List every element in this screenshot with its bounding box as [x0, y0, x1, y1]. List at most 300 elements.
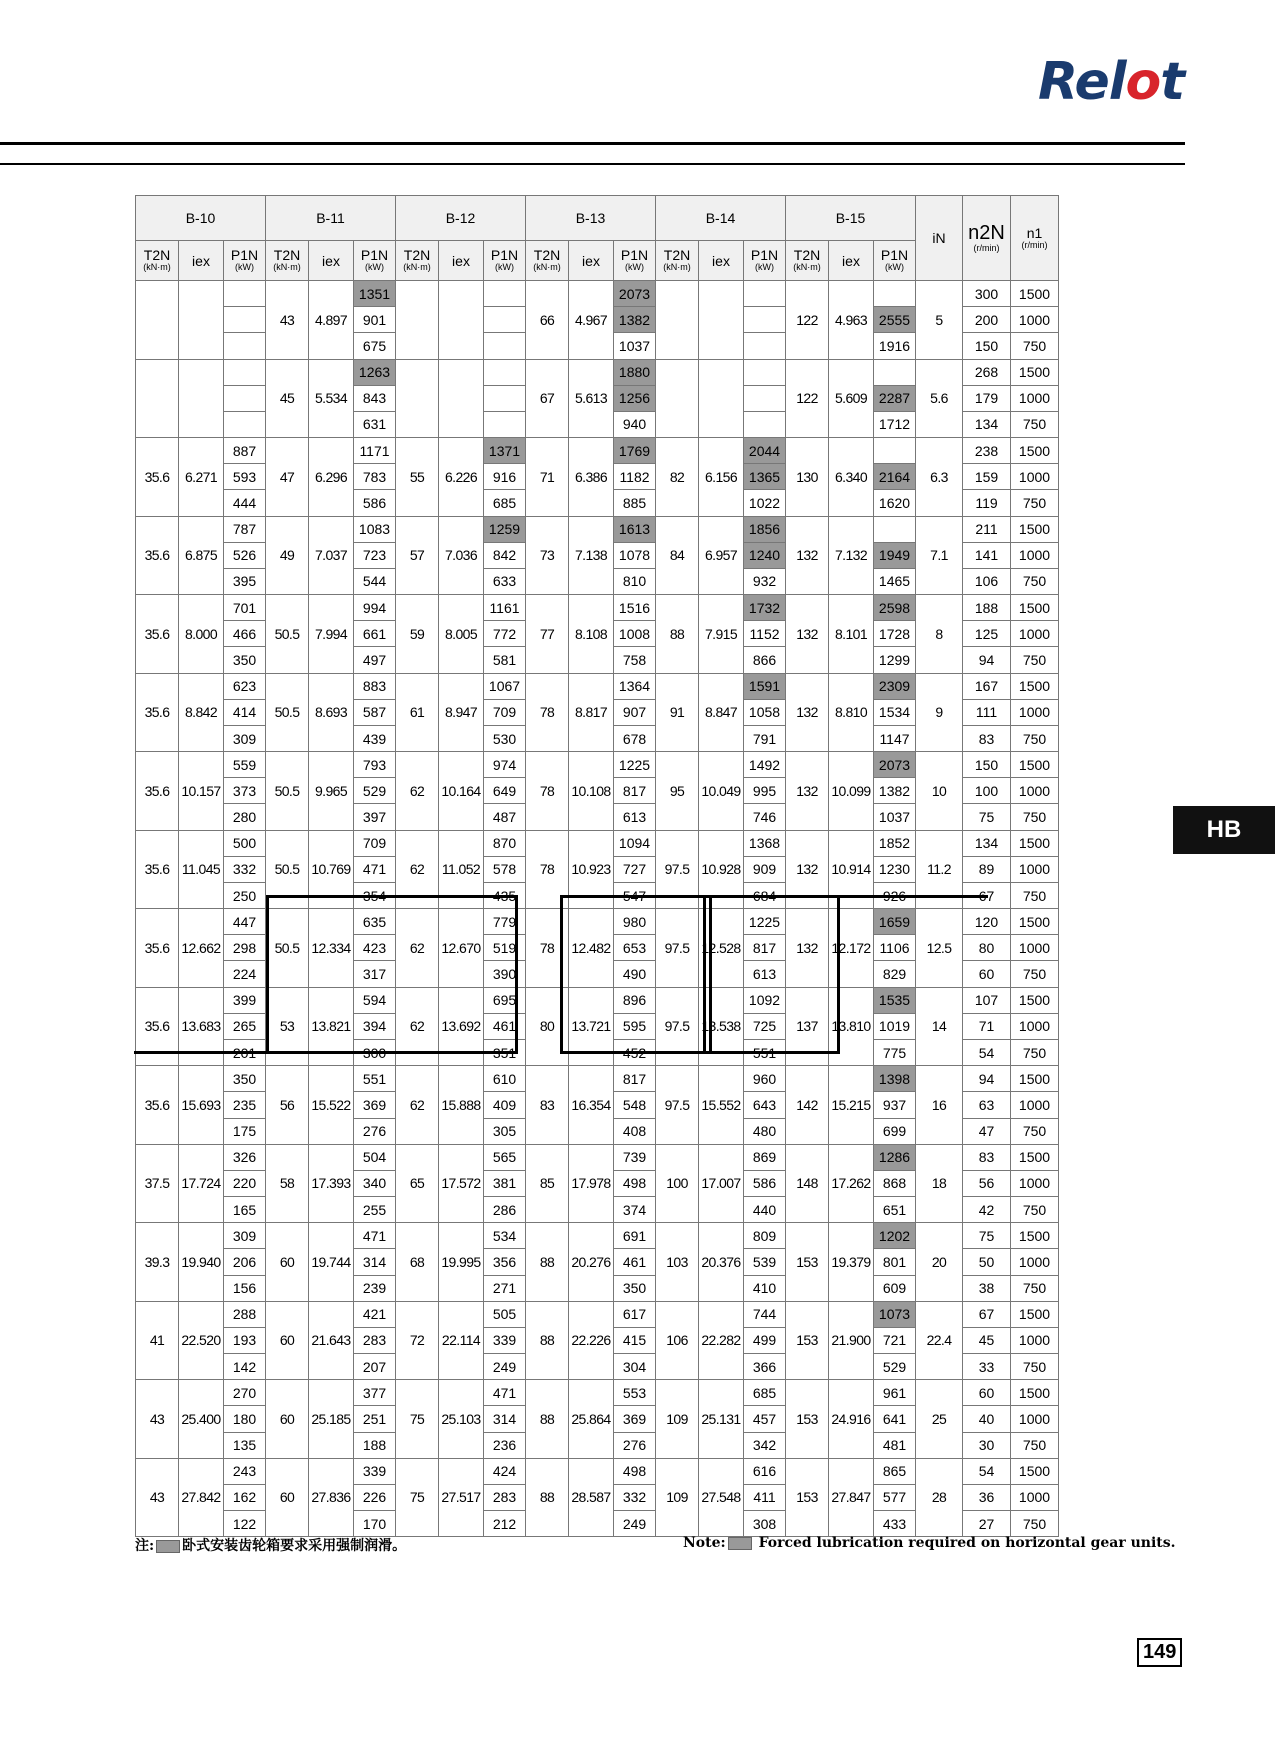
cell-iex: 7.132	[829, 516, 874, 595]
cell-p1n: 505	[484, 1301, 526, 1327]
cell-n1: 750	[1011, 725, 1059, 751]
cell-p1n: 471	[354, 856, 396, 882]
cell-p1n: 866	[744, 647, 786, 673]
cell-p1n: 326	[224, 1144, 266, 1170]
cell-p1n: 739	[614, 1144, 656, 1170]
cell-n1: 750	[1011, 647, 1059, 673]
cell-p1n	[874, 359, 916, 385]
cell-in: 16	[916, 1066, 963, 1145]
cell-p1n: 2164	[874, 464, 916, 490]
cell-iex: 6.340	[829, 438, 874, 517]
cell-p1n: 226	[354, 1484, 396, 1510]
cell-p1n: 1364	[614, 673, 656, 699]
cell-n2n: 238	[963, 438, 1011, 464]
cell-p1n: 207	[354, 1354, 396, 1380]
cell-p1n: 865	[874, 1458, 916, 1484]
header-p1n: P1N (kW)	[484, 241, 526, 281]
cell-p1n: 594	[354, 987, 396, 1013]
table-row	[136, 830, 1059, 856]
cell-t2n: 62	[396, 830, 439, 909]
cell-n1: 1500	[1011, 1066, 1059, 1092]
header-n1: n1 (r/min)	[1011, 196, 1059, 281]
cell-p1n: 526	[224, 542, 266, 568]
cell-p1n: 896	[614, 987, 656, 1013]
cell-iex: 22.282	[699, 1301, 744, 1380]
cell-p1n	[744, 281, 786, 307]
cell-iex: 27.548	[699, 1458, 744, 1537]
cell-p1n: 435	[484, 882, 526, 908]
cell-n1: 1500	[1011, 673, 1059, 699]
group-header-b-12: B-12	[396, 196, 526, 241]
cell-t2n: 84	[656, 516, 699, 595]
cell-p1n: 314	[354, 1249, 396, 1275]
cell-iex: 10.157	[179, 752, 224, 831]
cell-t2n: 83	[526, 1066, 569, 1145]
cell-p1n: 885	[614, 490, 656, 516]
header-iex: iex	[309, 241, 354, 281]
cell-n1: 1000	[1011, 935, 1059, 961]
cell-n2n: 75	[963, 1223, 1011, 1249]
cell-iex: 10.099	[829, 752, 874, 831]
cell-p1n: 1230	[874, 856, 916, 882]
cell-n2n: 150	[963, 752, 1011, 778]
cell-iex	[439, 359, 484, 438]
cell-p1n: 623	[224, 673, 266, 699]
cell-iex: 17.007	[699, 1144, 744, 1223]
header-iex: iex	[439, 241, 484, 281]
cell-iex: 8.005	[439, 595, 484, 674]
cell-p1n: 817	[744, 935, 786, 961]
cell-n2n: 67	[963, 1301, 1011, 1327]
cell-p1n: 466	[224, 621, 266, 647]
cell-iex	[179, 281, 224, 360]
cell-p1n: 675	[354, 333, 396, 359]
table-row	[136, 595, 1059, 621]
cell-p1n: 288	[224, 1301, 266, 1327]
cell-n2n: 106	[963, 568, 1011, 594]
cell-p1n: 390	[484, 961, 526, 987]
cell-iex: 4.963	[829, 281, 874, 360]
cell-p1n: 661	[354, 621, 396, 647]
cell-p1n: 631	[354, 411, 396, 437]
cell-n2n: 167	[963, 673, 1011, 699]
cell-p1n: 1880	[614, 359, 656, 385]
cell-t2n: 35.6	[136, 516, 179, 595]
cell-p1n: 395	[224, 568, 266, 594]
cell-n1: 1500	[1011, 1458, 1059, 1484]
cell-iex: 12.482	[569, 909, 614, 988]
cell-iex: 19.744	[309, 1223, 354, 1302]
cell-p1n: 265	[224, 1013, 266, 1039]
cell-iex: 6.271	[179, 438, 224, 517]
cell-p1n: 2555	[874, 307, 916, 333]
cell-n1: 750	[1011, 1432, 1059, 1458]
cell-iex: 22.114	[439, 1301, 484, 1380]
header-p1n: P1N (kW)	[874, 241, 916, 281]
cell-t2n: 132	[786, 516, 829, 595]
cell-p1n: 350	[614, 1275, 656, 1301]
cell-t2n: 130	[786, 438, 829, 517]
cell-p1n: 339	[484, 1327, 526, 1353]
cell-p1n: 909	[744, 856, 786, 882]
cell-n1: 1000	[1011, 1484, 1059, 1510]
cell-p1n: 940	[614, 411, 656, 437]
cell-p1n	[874, 516, 916, 542]
table-row	[136, 673, 1059, 699]
cell-p1n: 539	[744, 1249, 786, 1275]
cell-n1: 1500	[1011, 830, 1059, 856]
cell-iex: 27.842	[179, 1458, 224, 1537]
cell-p1n: 271	[484, 1275, 526, 1301]
cell-p1n: 424	[484, 1458, 526, 1484]
cell-iex: 25.185	[309, 1380, 354, 1459]
cell-n2n: 89	[963, 856, 1011, 882]
cell-t2n: 35.6	[136, 1066, 179, 1145]
cell-t2n: 153	[786, 1380, 829, 1459]
cell-p1n	[224, 385, 266, 411]
cell-p1n: 643	[744, 1092, 786, 1118]
cell-iex: 8.000	[179, 595, 224, 674]
cell-p1n: 553	[614, 1380, 656, 1406]
cell-p1n: 817	[614, 778, 656, 804]
cell-iex: 5.534	[309, 359, 354, 438]
cell-iex: 17.978	[569, 1144, 614, 1223]
cell-n2n: 42	[963, 1197, 1011, 1223]
cell-p1n: 340	[354, 1170, 396, 1196]
cell-p1n: 399	[224, 987, 266, 1013]
cell-n2n: 38	[963, 1275, 1011, 1301]
cell-p1n: 255	[354, 1197, 396, 1223]
cell-t2n: 39.3	[136, 1223, 179, 1302]
cell-p1n	[874, 438, 916, 464]
cell-n2n: 27	[963, 1511, 1011, 1537]
cell-p1n: 791	[744, 725, 786, 751]
cell-n2n: 83	[963, 1144, 1011, 1170]
cell-n2n: 134	[963, 830, 1011, 856]
cell-p1n: 332	[614, 1484, 656, 1510]
header-iex: iex	[829, 241, 874, 281]
cell-in: 20	[916, 1223, 963, 1302]
cell-t2n: 153	[786, 1223, 829, 1302]
cell-p1n: 212	[484, 1511, 526, 1537]
cell-p1n: 1263	[354, 359, 396, 385]
cell-t2n: 50.5	[266, 595, 309, 674]
cell-t2n	[656, 281, 699, 360]
cell-iex: 17.262	[829, 1144, 874, 1223]
cell-p1n: 308	[744, 1511, 786, 1537]
cell-p1n: 649	[484, 778, 526, 804]
cell-p1n: 444	[224, 490, 266, 516]
cell-p1n: 974	[484, 752, 526, 778]
cell-p1n: 2044	[744, 438, 786, 464]
cell-p1n: 994	[354, 595, 396, 621]
cell-t2n: 78	[526, 830, 569, 909]
cell-in: 5	[916, 281, 963, 360]
cell-p1n: 440	[744, 1197, 786, 1223]
cell-p1n	[484, 307, 526, 333]
cell-n1: 1000	[1011, 385, 1059, 411]
cell-p1n: 783	[354, 464, 396, 490]
cell-p1n: 235	[224, 1092, 266, 1118]
cell-p1n: 779	[484, 909, 526, 935]
cell-p1n: 461	[614, 1249, 656, 1275]
note-english: Note: Forced lubrication required on horizontal gear units.	[683, 1535, 1176, 1551]
cell-in: 11.2	[916, 830, 963, 909]
cell-iex: 19.995	[439, 1223, 484, 1302]
cell-p1n: 1037	[614, 333, 656, 359]
cell-t2n: 55	[396, 438, 439, 517]
cell-t2n: 78	[526, 909, 569, 988]
cell-iex	[439, 281, 484, 360]
cell-p1n: 206	[224, 1249, 266, 1275]
cell-p1n	[744, 411, 786, 437]
cell-t2n: 153	[786, 1301, 829, 1380]
cell-p1n: 1852	[874, 830, 916, 856]
cell-p1n: 684	[744, 882, 786, 908]
cell-t2n: 41	[136, 1301, 179, 1380]
cell-p1n: 276	[354, 1118, 396, 1144]
cell-iex: 20.376	[699, 1223, 744, 1302]
cell-p1n: 314	[484, 1406, 526, 1432]
cell-t2n: 66	[526, 281, 569, 360]
cell-p1n: 180	[224, 1406, 266, 1432]
table-row	[136, 1458, 1059, 1484]
cell-p1n: 1492	[744, 752, 786, 778]
cell-iex: 13.821	[309, 987, 354, 1066]
cell-p1n: 723	[354, 542, 396, 568]
cell-p1n: 439	[354, 725, 396, 751]
cell-iex: 17.572	[439, 1144, 484, 1223]
cell-iex: 20.276	[569, 1223, 614, 1302]
header-t2n: T2N (kN·m)	[266, 241, 309, 281]
cell-p1n: 498	[614, 1170, 656, 1196]
cell-p1n: 772	[484, 621, 526, 647]
cell-p1n: 1022	[744, 490, 786, 516]
header-iex: iex	[179, 241, 224, 281]
cell-p1n: 801	[874, 1249, 916, 1275]
cell-p1n: 1067	[484, 673, 526, 699]
cell-in: 7.1	[916, 516, 963, 595]
cell-p1n: 410	[744, 1275, 786, 1301]
cell-n2n: 50	[963, 1249, 1011, 1275]
cell-iex: 10.914	[829, 830, 874, 909]
cell-p1n: 1365	[744, 464, 786, 490]
cell-iex: 8.810	[829, 673, 874, 752]
cell-iex: 17.724	[179, 1144, 224, 1223]
cell-iex: 10.769	[309, 830, 354, 909]
cell-p1n: 961	[874, 1380, 916, 1406]
cell-p1n	[484, 411, 526, 437]
cell-t2n: 67	[526, 359, 569, 438]
cell-p1n: 1202	[874, 1223, 916, 1249]
cell-p1n: 500	[224, 830, 266, 856]
cell-p1n: 744	[744, 1301, 786, 1327]
cell-p1n: 635	[354, 909, 396, 935]
cell-in: 10	[916, 752, 963, 831]
cell-p1n: 1256	[614, 385, 656, 411]
cell-p1n: 1620	[874, 490, 916, 516]
cell-p1n	[744, 359, 786, 385]
cell-p1n: 691	[614, 1223, 656, 1249]
cell-iex: 10.928	[699, 830, 744, 909]
section-tab[interactable]: HB	[1173, 806, 1275, 854]
cell-p1n: 300	[354, 1039, 396, 1065]
cell-n1: 750	[1011, 490, 1059, 516]
cell-iex	[179, 359, 224, 438]
cell-p1n: 250	[224, 882, 266, 908]
cell-n2n: 54	[963, 1039, 1011, 1065]
cell-n2n: 63	[963, 1092, 1011, 1118]
cell-iex: 8.817	[569, 673, 614, 752]
cell-n2n: 100	[963, 778, 1011, 804]
cell-p1n: 534	[484, 1223, 526, 1249]
cell-t2n: 132	[786, 830, 829, 909]
cell-n2n: 71	[963, 1013, 1011, 1039]
cell-p1n: 787	[224, 516, 266, 542]
cell-p1n: 926	[874, 882, 916, 908]
cell-t2n: 109	[656, 1458, 699, 1537]
cell-n2n: 33	[963, 1354, 1011, 1380]
cell-p1n: 193	[224, 1327, 266, 1353]
header-in: iN	[916, 196, 963, 281]
cell-p1n: 350	[224, 647, 266, 673]
cell-t2n: 97.5	[656, 987, 699, 1066]
cell-n1: 1500	[1011, 1380, 1059, 1406]
cell-t2n: 62	[396, 1066, 439, 1145]
cell-n1: 750	[1011, 1511, 1059, 1537]
cell-n2n: 211	[963, 516, 1011, 542]
page-number: 149	[1137, 1638, 1182, 1667]
cell-t2n: 45	[266, 359, 309, 438]
cell-iex: 10.164	[439, 752, 484, 831]
cell-t2n: 73	[526, 516, 569, 595]
cell-p1n: 354	[354, 882, 396, 908]
cell-iex: 4.967	[569, 281, 614, 360]
cell-iex: 22.226	[569, 1301, 614, 1380]
cell-iex: 12.670	[439, 909, 484, 988]
cell-iex: 12.528	[699, 909, 744, 988]
cell-t2n: 148	[786, 1144, 829, 1223]
cell-p1n: 1037	[874, 804, 916, 830]
cell-p1n: 868	[874, 1170, 916, 1196]
cell-p1n: 616	[744, 1458, 786, 1484]
cell-iex: 5.609	[829, 359, 874, 438]
cell-p1n	[224, 411, 266, 437]
cell-iex: 8.108	[569, 595, 614, 674]
cell-p1n: 633	[484, 568, 526, 594]
cell-p1n: 529	[354, 778, 396, 804]
cell-iex: 5.613	[569, 359, 614, 438]
cell-p1n: 678	[614, 725, 656, 751]
cell-p1n: 122	[224, 1511, 266, 1537]
cell-iex: 15.522	[309, 1066, 354, 1145]
cell-p1n: 243	[224, 1458, 266, 1484]
cell-iex: 13.810	[829, 987, 874, 1066]
cell-p1n: 1728	[874, 621, 916, 647]
cell-p1n: 1286	[874, 1144, 916, 1170]
cell-p1n: 1225	[744, 909, 786, 935]
gear-spec-table	[135, 195, 1059, 1537]
cell-iex: 22.520	[179, 1301, 224, 1380]
cell-n1: 1000	[1011, 1249, 1059, 1275]
cell-p1n	[744, 385, 786, 411]
cell-p1n: 1182	[614, 464, 656, 490]
cell-p1n: 727	[614, 856, 656, 882]
cell-p1n: 578	[484, 856, 526, 882]
cell-p1n: 577	[874, 1484, 916, 1510]
cell-p1n: 280	[224, 804, 266, 830]
cell-p1n: 411	[744, 1484, 786, 1510]
cell-p1n: 236	[484, 1432, 526, 1458]
cell-p1n	[744, 333, 786, 359]
cell-p1n: 1916	[874, 333, 916, 359]
cell-t2n: 132	[786, 595, 829, 674]
cell-t2n: 50.5	[266, 673, 309, 752]
cell-iex: 10.049	[699, 752, 744, 831]
cell-p1n: 342	[744, 1432, 786, 1458]
cell-p1n: 1382	[874, 778, 916, 804]
cell-n1: 1500	[1011, 987, 1059, 1013]
cell-t2n: 122	[786, 359, 829, 438]
cell-t2n: 153	[786, 1458, 829, 1537]
cell-p1n: 843	[354, 385, 396, 411]
cell-t2n: 88	[526, 1301, 569, 1380]
cell-p1n: 1225	[614, 752, 656, 778]
cell-n2n: 125	[963, 621, 1011, 647]
cell-p1n	[224, 281, 266, 307]
cell-p1n: 586	[744, 1170, 786, 1196]
cell-n1: 750	[1011, 411, 1059, 437]
cell-p1n: 651	[874, 1197, 916, 1223]
cell-p1n: 1732	[744, 595, 786, 621]
cell-p1n	[484, 385, 526, 411]
cell-p1n: 1299	[874, 647, 916, 673]
cell-t2n: 43	[136, 1458, 179, 1537]
cell-t2n: 103	[656, 1223, 699, 1302]
cell-iex: 8.693	[309, 673, 354, 752]
cell-p1n: 641	[874, 1406, 916, 1432]
cell-p1n: 1008	[614, 621, 656, 647]
group-header-b-13: B-13	[526, 196, 656, 241]
cell-p1n: 1094	[614, 830, 656, 856]
cell-p1n	[484, 281, 526, 307]
cell-n2n: 94	[963, 647, 1011, 673]
cell-n2n: 67	[963, 882, 1011, 908]
cell-t2n: 35.6	[136, 438, 179, 517]
cell-p1n: 188	[354, 1432, 396, 1458]
cell-p1n: 499	[744, 1327, 786, 1353]
cell-p1n: 870	[484, 830, 526, 856]
cell-n1: 1500	[1011, 909, 1059, 935]
cell-iex	[699, 281, 744, 360]
cell-t2n	[656, 359, 699, 438]
cell-iex: 17.393	[309, 1144, 354, 1223]
cell-p1n: 471	[354, 1223, 396, 1249]
cell-t2n: 35.6	[136, 909, 179, 988]
cell-n2n: 159	[963, 464, 1011, 490]
cell-t2n: 62	[396, 909, 439, 988]
cell-p1n: 2287	[874, 385, 916, 411]
cell-n2n: 94	[963, 1066, 1011, 1092]
cell-p1n: 1769	[614, 438, 656, 464]
cell-in: 9	[916, 673, 963, 752]
cell-n1: 750	[1011, 1197, 1059, 1223]
cell-t2n: 68	[396, 1223, 439, 1302]
cell-p1n: 309	[224, 1223, 266, 1249]
cell-p1n: 610	[484, 1066, 526, 1092]
cell-p1n: 916	[484, 464, 526, 490]
cell-iex: 12.662	[179, 909, 224, 988]
